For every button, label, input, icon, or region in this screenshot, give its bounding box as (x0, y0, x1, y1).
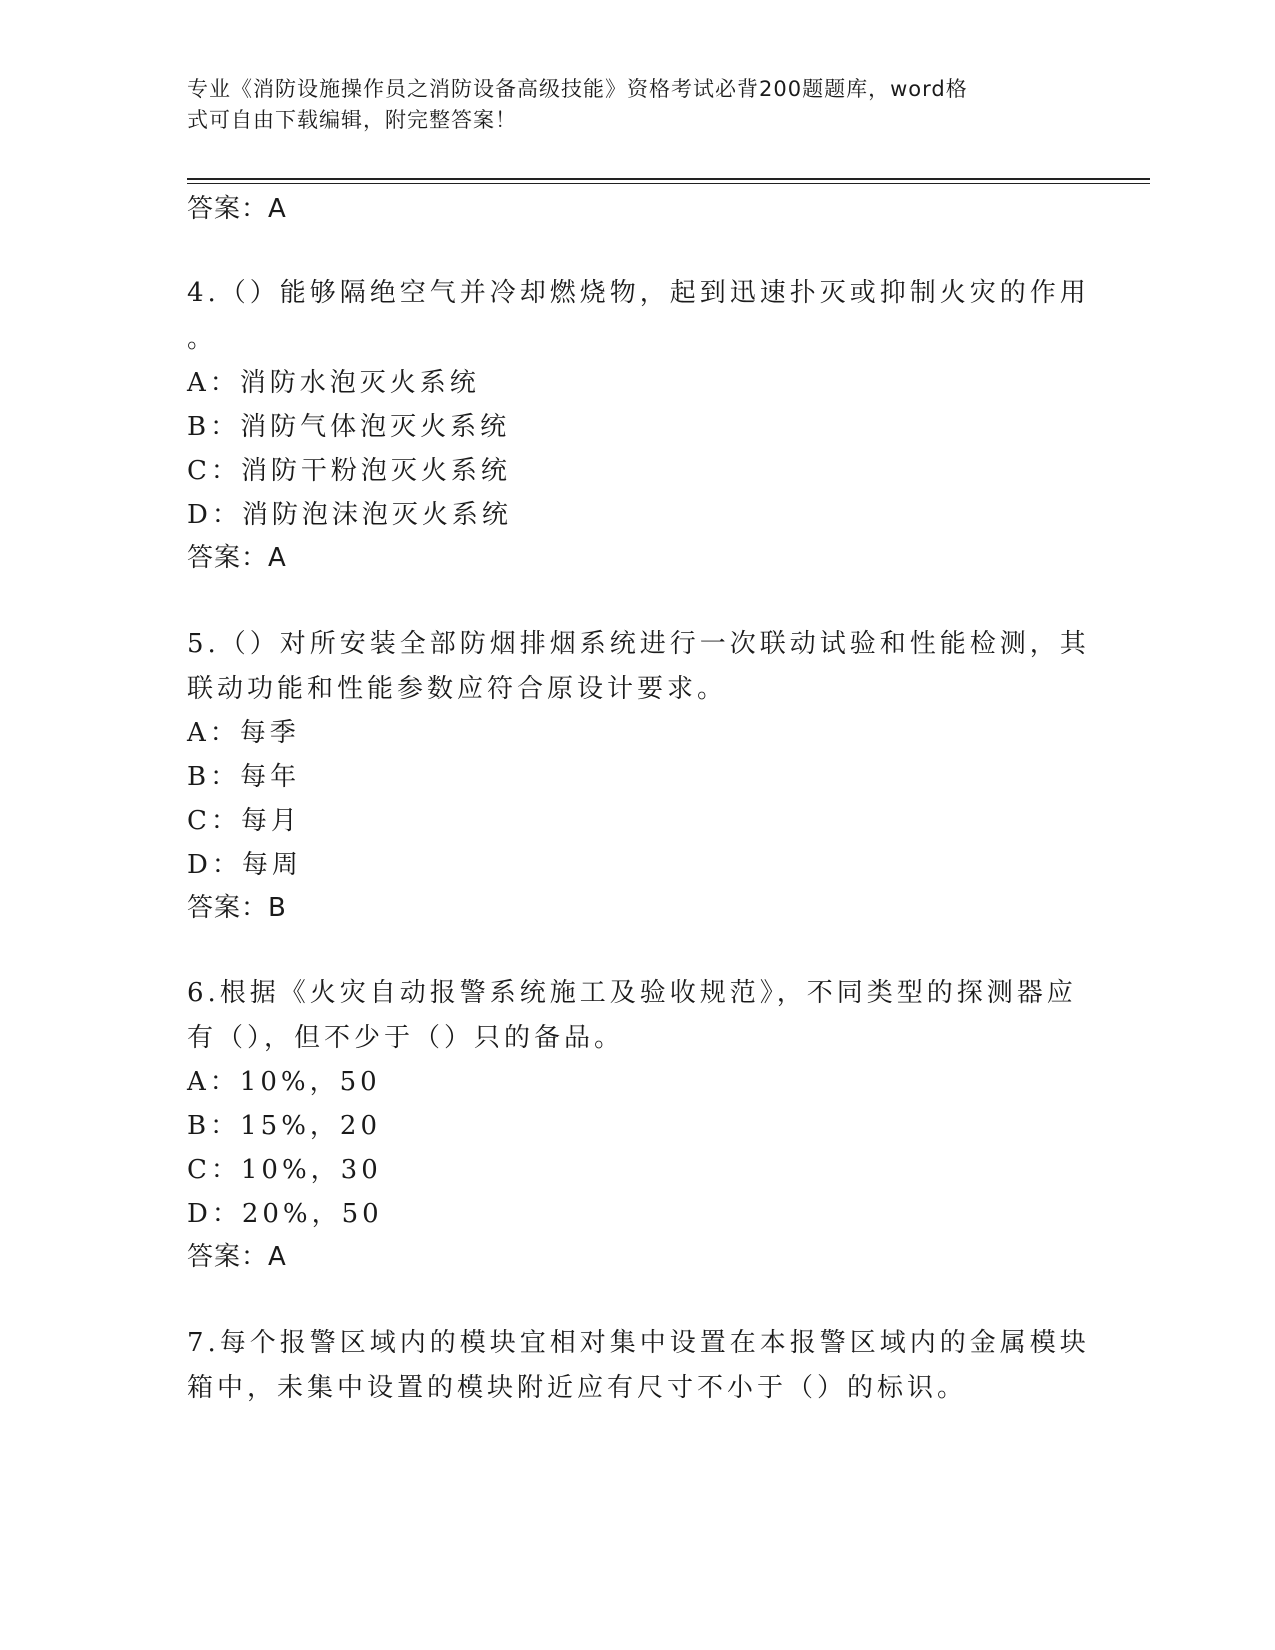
question-4-stem-line-1: 4.（）能够隔绝空气并冷却燃烧物，起到迅速扑灭或抑制火灾的作用 (187, 278, 1090, 308)
question-4-option-b: B：消防气体泡灭火系统 (187, 412, 511, 442)
header-line-2: 式可自由下载编辑，附完整答案！ (187, 108, 517, 132)
question-4-option-a: A：消防水泡灭火系统 (187, 368, 480, 398)
header-divider-thick (187, 178, 1150, 180)
question-4-option-c: C：消防干粉泡灭火系统 (187, 456, 511, 486)
question-6-option-c: C：10%，30 (187, 1155, 382, 1185)
question-6-option-b: B：15%，20 (187, 1111, 381, 1141)
document-header (187, 74, 1067, 136)
answer-q5: 答案：B (187, 893, 287, 923)
question-5-stem-line-1: 5.（）对所安装全部防烟排烟系统进行一次联动试验和性能检测，其 (187, 629, 1090, 659)
question-4-stem-line-2: 。 (187, 324, 218, 354)
answer-q3: 答案：A (187, 194, 287, 224)
question-6-stem-line-1: 6.根据《火灾自动报警系统施工及验收规范》，不同类型的探测器应 (187, 978, 1077, 1008)
question-7-stem-line-1: 7.每个报警区域内的模块宜相对集中设置在本报警区域内的金属模块 (187, 1328, 1090, 1358)
question-6-stem-line-2: 有（），但不少于（）只的备品。 (187, 1023, 625, 1053)
question-5-option-a: A：每季 (187, 718, 300, 748)
question-5-option-b: B：每年 (187, 762, 301, 792)
question-6-option-a: A：10%，50 (187, 1067, 381, 1097)
question-5-stem-line-2: 联动功能和性能参数应符合原设计要求。 (187, 674, 728, 704)
question-6-option-d: D：20%，50 (187, 1199, 383, 1229)
question-5-option-d: D：每周 (187, 850, 302, 880)
answer-q6: 答案：A (187, 1242, 287, 1272)
question-5-option-c: C：每月 (187, 806, 301, 836)
question-7-stem-line-2: 箱中，未集中设置的模块附近应有尺寸不小于（）的标识。 (187, 1373, 968, 1403)
header-divider-thin (187, 183, 1150, 184)
question-4-option-d: D：消防泡沫泡灭火系统 (187, 500, 512, 530)
answer-q4: 答案：A (187, 543, 287, 573)
header-line-1: 专业《消防设施操作员之消防设备高级技能》资格考试必背200题题库，word格 (187, 77, 968, 101)
